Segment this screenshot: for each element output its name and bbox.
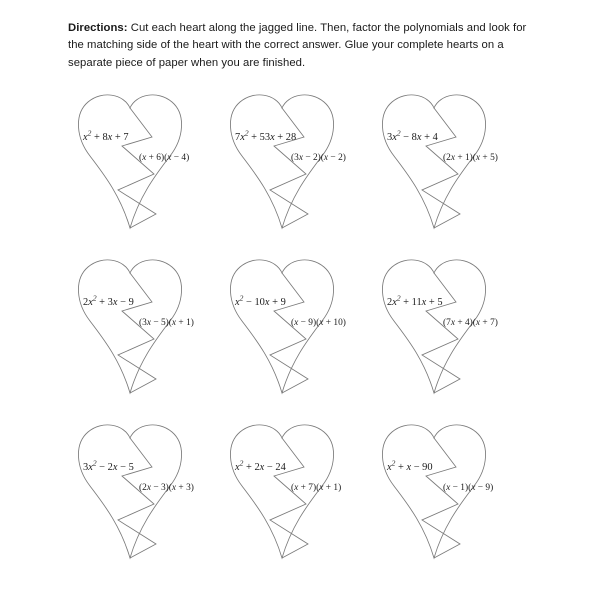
factored-expression: (x − 1)(x − 9) [443,483,494,493]
heart-outline [72,418,224,583]
heart-item [376,253,528,418]
factored-expression: (x + 7)(x + 1) [291,483,342,493]
polynomial-expression: $2x^2 + 11x + 5$ [387,293,443,308]
heart-outline [72,253,224,418]
heart-item [224,418,376,583]
heart-outline [376,418,528,583]
polynomial-expression: $3x^2 - 2x - 5$ [83,458,134,473]
factored-expression: (2x + 1)(x + 5) [443,153,498,163]
polynomial-expression: $x^2 + 8x + 7$ [83,128,129,143]
heart-item [224,88,376,253]
heart-outline [224,418,376,583]
polynomial-expression: $3x^2 - 8x + 4$ [387,128,438,143]
directions-label: Directions: [68,22,128,35]
heart-item [72,418,224,583]
factored-expression: (2x − 3)(x + 3) [139,483,194,493]
polynomial-expression: $x^2 + 2x - 24$ [235,458,286,473]
factored-expression: (x + 6)(x − 4) [139,153,190,163]
heart-item [376,88,528,253]
factored-expression: (3x − 2)(x − 2) [291,153,346,163]
directions-body: Cut each heart along the jagged line. Then, factor the polynomials and look for the matching side of the heart with the correct answer. Glue your complete hearts on a separate piece of paper when you are finished. [68,22,527,69]
heart-outline [72,88,224,253]
polynomial-expression: $2x^2 + 3x - 9$ [83,293,134,308]
heart-item [224,253,376,418]
factored-expression: (x − 9)(x + 10) [291,318,346,328]
directions-paragraph [68,20,540,71]
heart-outline [224,88,376,253]
heart-item [72,88,224,253]
heart-outline [376,253,528,418]
polynomial-expression: $x^2 + x - 90$ [387,458,433,473]
polynomial-expression: $x^2 - 10x + 9$ [235,293,286,308]
heart-outline [224,253,376,418]
heart-item [72,253,224,418]
factored-expression: (3x − 5)(x + 1) [139,318,194,328]
factored-expression: (7x + 4)(x + 7) [443,318,498,328]
heart-grid [72,88,528,583]
heart-item [376,418,528,583]
heart-outline [376,88,528,253]
polynomial-expression: $7x^2 + 53x + 28$ [235,128,297,143]
